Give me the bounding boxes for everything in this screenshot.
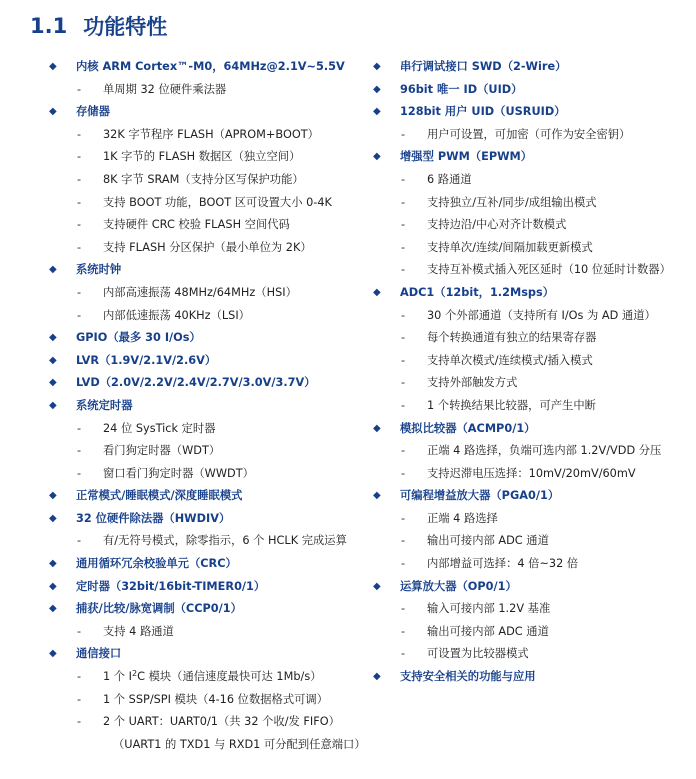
feature-subitem (370, 237, 692, 260)
dash-bullet-icon: - (401, 353, 406, 367)
feature-item (370, 282, 692, 305)
feature-text: 支持独立/互补/同步/成组输出模式 (427, 195, 597, 209)
feature-item (370, 56, 692, 79)
dash-bullet-icon: - (401, 195, 406, 209)
diamond-bullet-icon: ◆ (49, 399, 57, 411)
feature-text: 2 个 UART：UART0/1（共 32 个收/发 FIFO） (103, 715, 340, 729)
feature-text: （UART1 的 TXD1 与 RXD1 可分配到任意端口） (113, 737, 366, 751)
feature-subitem (46, 463, 366, 486)
feature-item (46, 643, 366, 666)
feature-subitem (370, 259, 692, 282)
dash-bullet-icon: - (77, 172, 82, 186)
feature-item (370, 576, 692, 599)
dash-bullet-icon: - (77, 308, 82, 322)
feature-subitem (370, 553, 692, 576)
diamond-bullet-icon: ◆ (373, 106, 381, 118)
dash-bullet-icon: - (77, 624, 82, 638)
feature-subitem (370, 192, 692, 215)
dash-bullet-icon: - (401, 398, 406, 412)
dash-bullet-icon: - (77, 195, 82, 209)
feature-item (370, 485, 692, 508)
feature-item (370, 418, 692, 441)
feature-text: 可设置为比较器模式 (427, 647, 529, 661)
dash-bullet-icon: - (401, 127, 406, 141)
feature-subitem (46, 124, 366, 147)
feature-text: 支持外部触发方式 (427, 376, 518, 390)
feature-item (46, 327, 366, 350)
diamond-bullet-icon: ◆ (373, 286, 381, 298)
dash-bullet-icon: - (401, 376, 406, 390)
feature-text: 看门狗定时器（WDT） (103, 444, 221, 458)
feature-text: 定时器（32bit/16bit-TIMER0/1） (76, 579, 266, 593)
feature-subitem (370, 124, 692, 147)
dash-bullet-icon: - (401, 444, 406, 458)
feature-text: 96bit 唯一 ID（UID） (400, 82, 523, 96)
feature-text: 通信接口 (76, 647, 122, 661)
feature-subitem (46, 214, 366, 237)
diamond-bullet-icon: ◆ (49, 332, 57, 344)
feature-item (46, 395, 366, 418)
feature-text: LVD（2.0V/2.2V/2.4V/2.7V/3.0V/3.7V） (76, 376, 316, 390)
feature-item (46, 56, 366, 79)
feature-text: 内部高速振荡 48MHz/64MHz（HSI） (103, 285, 297, 299)
feature-subitem (46, 418, 366, 441)
feature-text: ADC1（12bit，1.2Msps） (400, 285, 555, 299)
dash-bullet-icon: - (401, 218, 406, 232)
feature-text: 6 路通道 (427, 172, 472, 186)
dash-bullet-icon: - (77, 240, 82, 254)
feature-text: 支持硬件 CRC 校验 FLASH 空间代码 (103, 218, 290, 232)
feature-subitem (46, 734, 366, 757)
feature-text: 正常模式/睡眠模式/深度睡眠模式 (76, 489, 243, 503)
feature-item (46, 372, 366, 395)
feature-text-cont: C 模块（通信速度最快可达 1Mb/s） (137, 670, 322, 684)
feature-text: 有/无符号模式，除零指示，6 个 HCLK 完成运算 (103, 534, 347, 548)
feature-text: 支持 BOOT 功能，BOOT 区可设置大小 0-4K (103, 195, 332, 209)
feature-item (46, 259, 366, 282)
feature-text: 30 个外部通道（支持所有 I/Os 为 AD 通道） (427, 308, 656, 322)
feature-subitem (46, 440, 366, 463)
dash-bullet-icon: - (401, 466, 406, 480)
feature-text: 128bit 用户 UID（USRUID） (400, 105, 566, 119)
feature-text: 内核 ARM Cortex™-M0，64MHz@2.1V~5.5V (76, 60, 345, 73)
diamond-bullet-icon: ◆ (49, 580, 57, 592)
dash-bullet-icon: - (401, 534, 406, 548)
feature-subitem (46, 689, 366, 712)
feature-text: 32 位硬件除法器（HWDIV） (76, 511, 231, 525)
feature-subitem (370, 327, 692, 350)
diamond-bullet-icon: ◆ (49, 264, 57, 276)
feature-text: 单周期 32 位硬件乘法器 (103, 82, 227, 96)
feature-text: GPIO（最多 30 I/Os） (76, 331, 201, 345)
dash-bullet-icon: - (77, 82, 82, 96)
feature-item (370, 101, 692, 124)
diamond-bullet-icon: ◆ (49, 603, 57, 615)
feature-text: 1K 字节的 FLASH 数据区（独立空间） (103, 150, 301, 164)
dash-bullet-icon: - (401, 624, 406, 638)
feature-item (370, 79, 692, 102)
diamond-bullet-icon: ◆ (373, 580, 381, 592)
feature-item (46, 350, 366, 373)
diamond-bullet-icon: ◆ (49, 377, 57, 389)
feature-text: 存储器 (76, 105, 110, 119)
feature-item (370, 666, 692, 689)
feature-text: 支持安全相关的功能与应用 (400, 670, 536, 684)
feature-text: 运算放大器（OP0/1） (400, 579, 517, 593)
left-feature-list (46, 56, 366, 756)
dash-bullet-icon: - (401, 647, 406, 661)
dash-bullet-icon: - (77, 692, 82, 706)
feature-text: 输出可接内部 ADC 通道 (427, 624, 549, 638)
feature-text: 正端 4 路选择 (427, 511, 498, 525)
feature-item (46, 101, 366, 124)
feature-item (46, 508, 366, 531)
feature-item (46, 576, 366, 599)
dash-bullet-icon: - (77, 285, 82, 299)
dash-bullet-icon: - (77, 218, 82, 232)
dash-bullet-icon: - (401, 511, 406, 525)
dash-bullet-icon: - (401, 557, 406, 571)
feature-text: 支持单次模式/连续模式/插入模式 (427, 353, 593, 367)
feature-text: 支持迟滞电压选择：10mV/20mV/60mV (427, 466, 636, 480)
feature-subitem (46, 237, 366, 260)
feature-subitem (370, 305, 692, 328)
feature-subitem (370, 214, 692, 237)
feature-subitem (46, 621, 366, 644)
feature-subitem (370, 350, 692, 373)
diamond-bullet-icon: ◆ (373, 671, 381, 683)
feature-subitem (46, 169, 366, 192)
diamond-bullet-icon: ◆ (49, 61, 57, 72)
feature-text: 支持边沿/中心对齐计数模式 (427, 218, 567, 232)
feature-text: 正端 4 路选择，负端可选内部 1.2V/VDD 分压 (427, 444, 662, 458)
feature-text: 1 个 SSP/SPI 模块（4-16 位数据格式可调） (103, 692, 329, 706)
diamond-bullet-icon: ◆ (373, 83, 381, 95)
feature-text: 每个转换通道有独立的结果寄存器 (427, 331, 597, 345)
dash-bullet-icon: - (401, 331, 406, 345)
dash-bullet-icon: - (77, 670, 82, 684)
feature-subitem (370, 508, 692, 531)
feature-text: 串行调试接口 SWD（2-Wire） (400, 60, 567, 73)
feature-text: 支持单次/连续/间隔加载更新模式 (427, 240, 593, 254)
dash-bullet-icon: - (401, 263, 406, 277)
feature-subitem (370, 169, 692, 192)
feature-text: 系统时钟 (76, 263, 122, 277)
feature-text: 通用循环冗余校验单元（CRC） (76, 557, 237, 571)
feature-text: 窗口看门狗定时器（WWDT） (103, 466, 254, 480)
feature-text: 模拟比较器（ACMP0/1） (400, 421, 536, 435)
dash-bullet-icon: - (77, 421, 82, 435)
feature-text: 支持互补模式插入死区延时（10 位延时计数器） (427, 263, 671, 277)
feature-subitem (46, 530, 366, 553)
feature-text: 24 位 SysTick 定时器 (103, 421, 216, 435)
feature-subitem (46, 711, 366, 734)
right-feature-list (370, 56, 692, 689)
dash-bullet-icon: - (401, 602, 406, 616)
feature-item (46, 485, 366, 508)
diamond-bullet-icon: ◆ (49, 490, 57, 502)
diamond-bullet-icon: ◆ (373, 490, 381, 502)
feature-text: 1 个转换结果比较器，可产生中断 (427, 398, 596, 412)
dash-bullet-icon: - (401, 240, 406, 254)
feature-text: 输入可接内部 1.2V 基准 (427, 602, 551, 616)
feature-text: 32K 字节程序 FLASH（APROM+BOOT） (103, 127, 319, 141)
dash-bullet-icon: - (77, 444, 82, 458)
feature-subitem (370, 643, 692, 666)
feature-subitem (370, 598, 692, 621)
feature-subitem (370, 621, 692, 644)
diamond-bullet-icon: ◆ (49, 558, 57, 570)
superscript: 2 (132, 669, 138, 679)
feature-text: 输出可接内部 ADC 通道 (427, 534, 549, 548)
feature-text: 捕获/比较/脉宽调制（CCP0/1） (76, 602, 242, 616)
feature-text: 内部增益可选择：4 倍~32 倍 (427, 557, 579, 571)
feature-subitem (46, 146, 366, 169)
feature-text: LVR（1.9V/2.1V/2.6V） (76, 353, 217, 367)
feature-text: 系统定时器 (76, 398, 133, 412)
feature-subitem (46, 282, 366, 305)
dash-bullet-icon: - (77, 715, 82, 729)
feature-text: 1 个 I (103, 670, 132, 684)
diamond-bullet-icon: ◆ (49, 354, 57, 366)
feature-subitem (370, 372, 692, 395)
feature-item (46, 553, 366, 576)
dash-bullet-icon: - (401, 172, 406, 186)
diamond-bullet-icon: ◆ (373, 422, 381, 434)
section-title: 功能特性 (83, 15, 168, 39)
dash-bullet-icon: - (77, 127, 82, 141)
dash-bullet-icon: - (77, 534, 82, 548)
feature-text: 支持 4 路通道 (103, 624, 174, 638)
feature-text: 支持 FLASH 分区保护（最小单位为 2K） (103, 240, 312, 254)
feature-text: 用户可设置，可加密（可作为安全密钥） (427, 127, 631, 141)
diamond-bullet-icon: ◆ (373, 151, 381, 163)
diamond-bullet-icon: ◆ (49, 512, 57, 524)
dash-bullet-icon: - (401, 308, 406, 322)
feature-text: 可编程增益放大器（PGA0/1） (400, 489, 560, 503)
diamond-bullet-icon: ◆ (49, 106, 57, 118)
feature-subitem (370, 395, 692, 418)
feature-subitem (46, 666, 366, 689)
diamond-bullet-icon: ◆ (49, 648, 57, 660)
feature-item (46, 598, 366, 621)
feature-subitem (370, 463, 692, 486)
feature-subitem (370, 440, 692, 463)
diamond-bullet-icon: ◆ (373, 61, 381, 72)
feature-subitem (46, 79, 366, 102)
feature-subitem (46, 305, 366, 328)
dash-bullet-icon: - (77, 150, 82, 164)
feature-text: 8K 字节 SRAM（支持分区写保护功能） (103, 172, 304, 186)
feature-item (370, 146, 692, 169)
feature-text: 增强型 PWM（EPWM） (400, 150, 533, 164)
dash-bullet-icon: - (77, 466, 82, 480)
feature-subitem (370, 530, 692, 553)
section-number: 1.1 (30, 14, 68, 38)
feature-subitem (46, 192, 366, 215)
section-heading (30, 8, 167, 44)
feature-text: 内部低速振荡 40KHz（LSI） (103, 308, 250, 322)
